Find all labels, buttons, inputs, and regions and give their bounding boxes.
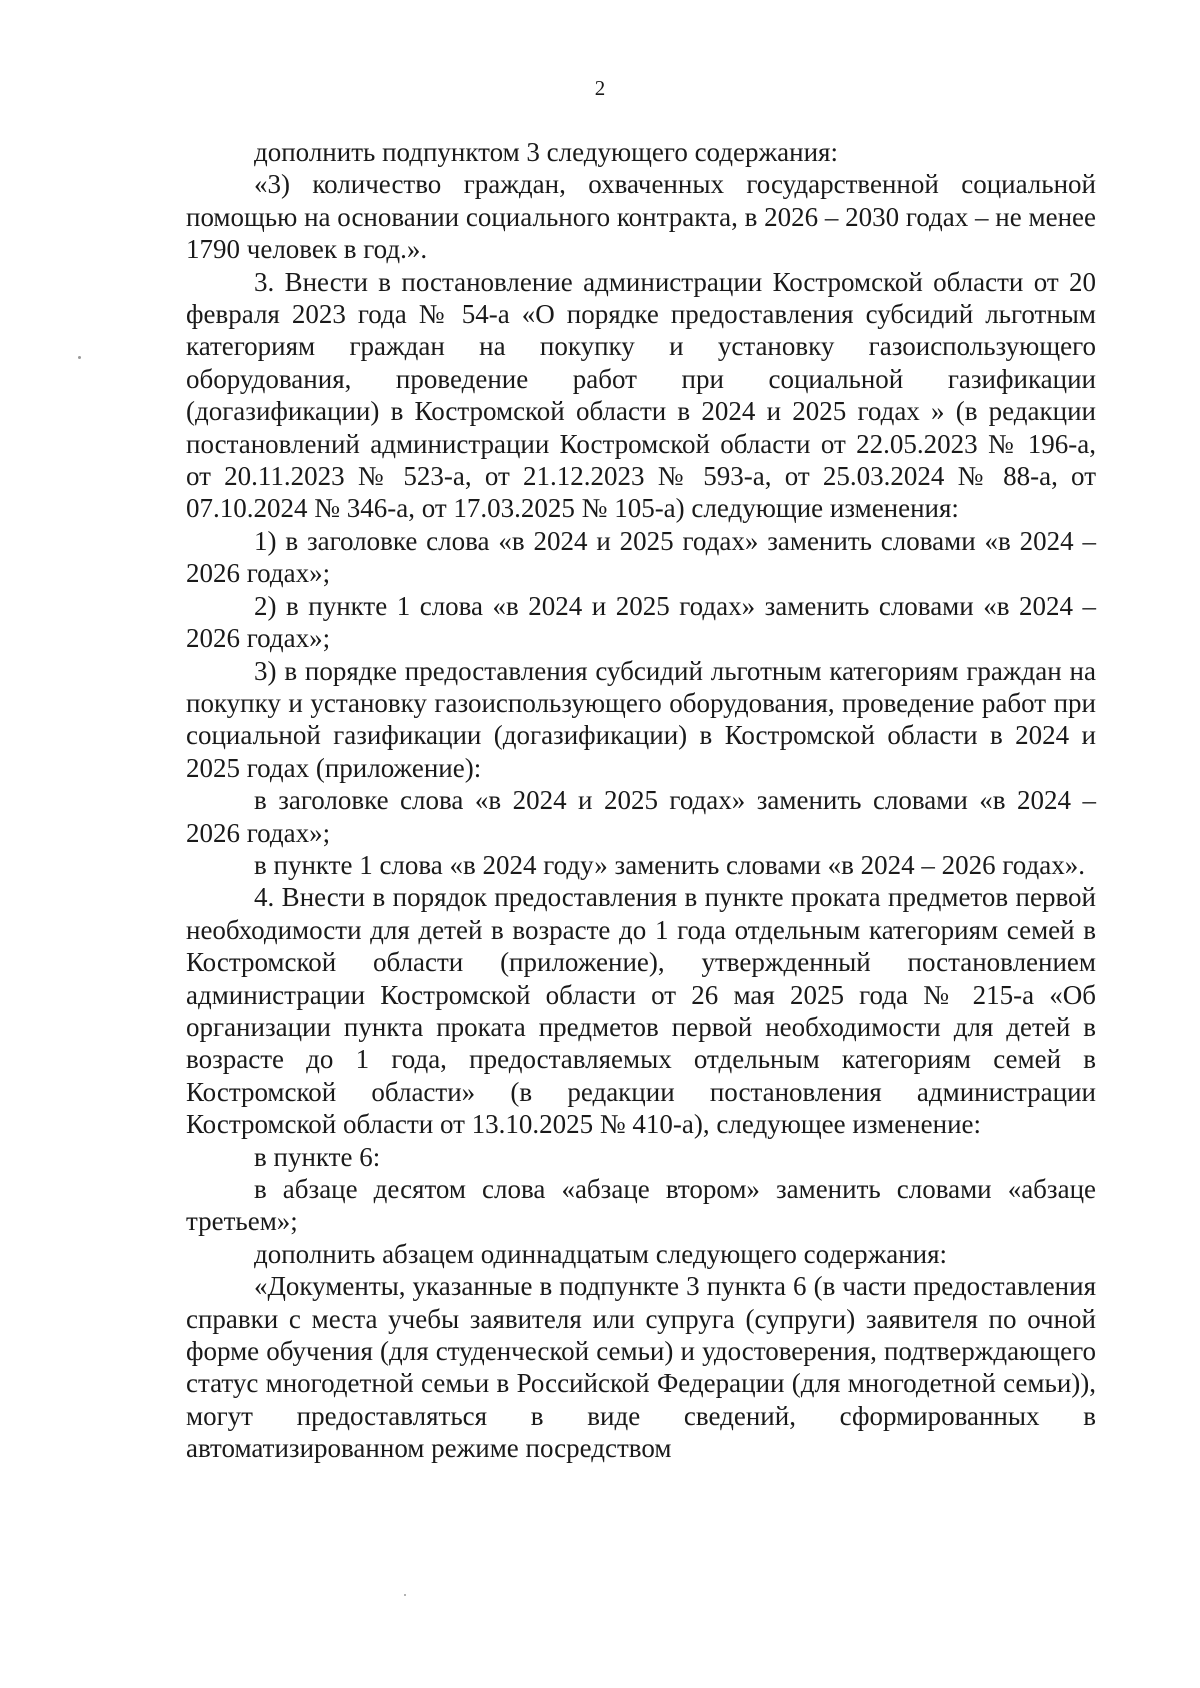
paragraph-subclause-3-quote: «3) количество граждан, охваченных государственной социальной помощью на основании социального контракта, в 2026 – 2030 годах – не менее 1790 человек в год.». xyxy=(186,169,1096,265)
paragraph-item-3: 3. Внести в постановление администрации Костромской области от 20 февраля 2023 года № 54-а «О порядке предоставления субсидий льготным категориям граждан на покупку и установку газоиспользующего оборудования, проведение работ при социальной газификации (догазификации) в Костромской области в 2024 и 2025 годах » (в редакции постановлений администрации Костромской области от 22.05.2023 № 196-а, от 20.11.2023 № 523-а, от 21.12.2023 № 593-а, от 25.03.2024 № 88-а, от 07.10.2024 № 346-а, от 17.03.2025 № 105-а) следующие изменения: xyxy=(186,266,1096,524)
scan-speck xyxy=(78,356,81,359)
paragraph-item-3-sub-1: 1) в заголовке слова «в 2024 и 2025 годах» заменить словами «в 2024 – 2026 годах»; xyxy=(186,525,1096,589)
paragraph-point-6: в пункте 6: xyxy=(254,1141,381,1172)
paragraph-supplement-subclause: дополнить подпунктом 3 следующего содержания: xyxy=(254,137,838,167)
paragraph-documents-quote: «Документы, указанные в подпункте 3 пункта 6 (в части предоставления справки с места учебы заявителя или супруга (супруги) заявителя по очной форме обучения (для студенческой семьи) и удостоверения, подтверждающего статус многодетной семьи в Российской Федерации (для многодетной семьи)), могут предоставляться в виде сведений, сформированных в автоматизированном режиме посредством xyxy=(186,1271,1096,1464)
paragraph-abzac-10: в абзаце десятом слова «абзаце втором» заменить словами «абзаце третьем»; xyxy=(186,1174,1096,1237)
paragraph-item-4: 4. Внести в порядок предоставления в пункте проката предметов первой необходимости для детей в возрасте до 1 года отдельным категориям семей в Костромской области (приложение), утвержденный постановлением администрации Костромской области от 26 мая 2025 года № 215-а «Об организации пункта проката предметов первой необходимости для детей в возрасте до 1 года, предоставляемых отдельным категориям семей в Костромской области» (в редакции постановления администрации Костромской области от 13.10.2025 № 410-а), следующее изменение: xyxy=(186,882,1096,1140)
paragraph-title-change: в заголовке слова «в 2024 и 2025 годах» заменить словами «в 2024 – 2026 годах»; xyxy=(186,785,1096,848)
paragraph-item-3-sub-3: 3) в порядке предоставления субсидий льготным категориям граждан на покупку и установку газоиспользующего оборудования, проведение работ при социальной газификации (догазификации) в Костромской области в 2024 и 2025 годах (приложение): xyxy=(186,655,1096,783)
page-number: 2 xyxy=(594,76,606,100)
paragraph-add-abzac-11: дополнить абзацем одиннадцатым следующего содержания: xyxy=(254,1238,948,1269)
document-body xyxy=(186,136,1096,1465)
paragraph-point-1-change: в пункте 1 слова «в 2024 году» заменить словами «в 2024 – 2026 годах». xyxy=(254,849,1086,880)
scan-speck xyxy=(404,1594,406,1596)
paragraph-item-3-sub-2: 2) в пункте 1 слова «в 2024 и 2025 годах» заменить словами «в 2024 – 2026 годах»; xyxy=(186,590,1096,654)
